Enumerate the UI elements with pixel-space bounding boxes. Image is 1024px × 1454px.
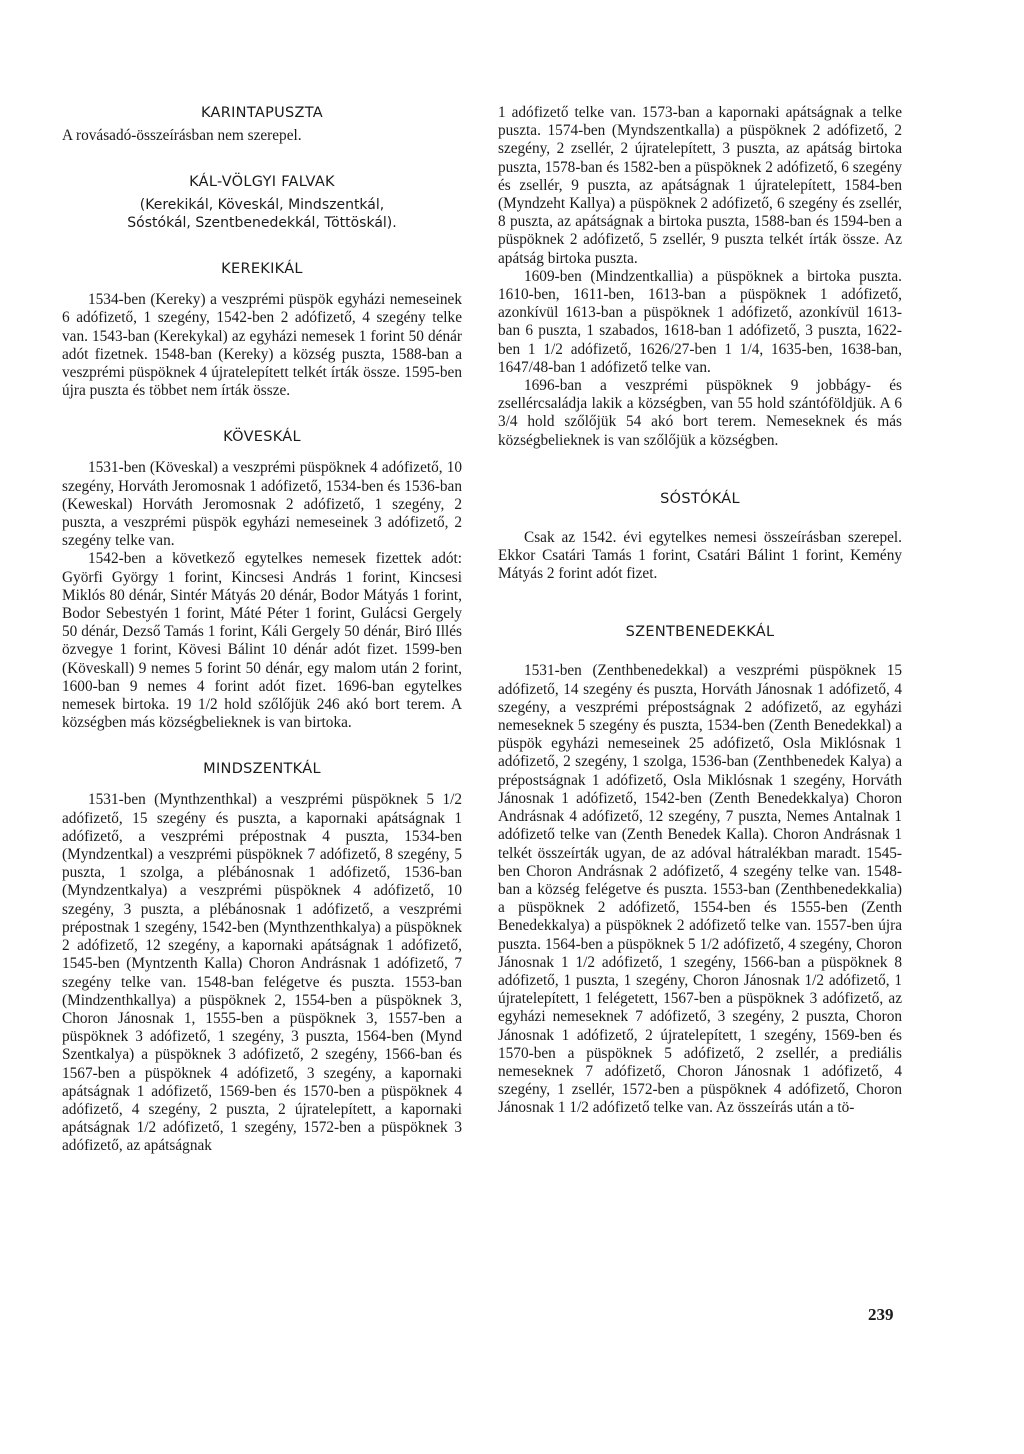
- szentbenedekkal-paragraph-1: 1531-ben (Zenthbenedekkal) a veszprémi püspöknek 15 adófizető, 14 szegény és puszta, Horváth Jánosnak 1 adófizető, 4 szegény, a veszprémi prépostságnak 2 adófizető, az egyházi nemeseknek 5 szegény és puszta, 1534-ben (Zenth Benedekkal) a püspök egyházi nemeseinek 25 adófizető, Osla Miklósnak 1 adófizető, 2 szegény, 1 szolga, 1536-ban (Zenthbenedek Kalya) a prépostságnak 1 adófizető, Osla Miklósnak 1 szegény, Horváth Jánosnak 1 adófizető, 1542-ben (Zenth Benedekkalya) Choron Andrásnak 4 adófizető, 12 szegény, 7 puszta, Nemes Antalnak 1 adófizető telke van (Zenth Benedek Kalla). Choron Andrásnak 1 telkét összeírták ugyan, de az adóval hátralékban maradt. 1545-ben Choron Andrásnak 2 adófizető, 4 szegény telke van. 1548-ban a község felégetve és puszta. 1553-ban (Zenthbenedekkalia) a püspöknek 2 adófizető, 1554-ben és 1555-ben (Zenth Benedekkalya) a püspöknek 2 adófizető telke van. 1557-ben újra puszta. 1564-ben a püspöknek 5 1/2 adófizető, 4 szegény, Choron Jánosnak 1 1/2 adófizető, 1 szegény, 1566-ban a püspöknek 8 adófizető, 1 puszta, 1 szegény, Choron Jánosnak 1/2 adófizető, 1 újratelepített, 1 felégetett, 1567-ben a püspöknek 3 adófizető, az egyházi nemeseknek 7 adófizető, 3 szegény, 2 puszta, Choron Jánosnak 1 adófizető, 2 újratelepített, 1 szegény, 1569-ben és 1570-ben a püspöknek 5 adófizető, 2 zsellér, a prediális nemeseknek 7 adófizető, Choron Jánosnak 1 adófizető, 4 szegény, 1 zsellér, 1572-ben a püspöknek 4 adófizető, Choron Jánosnak 1 1/2 adófizető telke van. Az összeírás után a tö-: [498, 662, 902, 1117]
- sostokal-paragraph-1: Csak az 1542. évi egytelkes nemesi összeírásban szerepel. Ekkor Csatári Tamás 1 forint, Csatári Bálint 1 forint, Kemény Mátyás 2 forint adót fizet.: [498, 528, 902, 583]
- mindszentkal-paragraph-3: 1696-ban a veszprémi püspöknek 9 jobbágy- és zsellércsaládja lakik a községben, van 55 hold szántóföldjük. A 6 3/4 hold szőlőjük 54 akó bort terem. Nemeseknek és más községbelieknek is van szőlőjük a községben.: [498, 377, 902, 449]
- heading-mindszentkal: MINDSZENTKÁL: [203, 761, 321, 778]
- left-column: [62, 104, 462, 1156]
- heading-karintapuszta: KARINTAPUSZTA: [200, 105, 324, 121]
- right-column: [498, 104, 902, 1118]
- koveskal-paragraph-2: 1542-ben a következő egytelkes nemesek fizettek adót: Györfi György 1 forint, Kincsesi András 1 forint, Kincsesi Miklós 80 dénár, Sintér Mátyás 20 dénár, Bodor Mátyás 1 forint, Bodor Sebestyén 1 forint, Máté Péter 1 forint, Gulácsi Gergely 50 dénár, Dezső Tamás 1 forint, Káli Gergely 50 dénár, Biró Illés özvegye 1 forint, Kövesi Bálint 10 dénár adót fizet. 1599-ben (Köveskall) 9 nemes 5 forint 50 dénár, egy malom után 2 forint, 1600-ban 9 nemes 4 forint adót fizet. 1696-ban egytelkes nemesek birtoka. 19 1/2 hold szőlőjük 246 akó bort terem. A községben más községbelieknek is van birtoka.: [62, 550, 462, 732]
- koveskal-paragraph-1: 1531-ben (Köveskal) a veszprémi püspöknek 4 adófizető, 10 szegény, Horváth Jeromosnak 1 adófizető, 1534-ben és 1536-ban (Keweskal) Horváth Jeromosnak 2 adófizető, 1 szegény, 2 puszta, a veszprémi püspök egyházi nemeseinek 3 adófizető, 2 szegény telke van.: [62, 459, 462, 550]
- kal-volgyi-subtitle-2: Sóstókál, Szentbenedekkál, Töttöskál).: [127, 215, 397, 232]
- mindszentkal-paragraph-1: 1531-ben (Mynthzenthkal) a veszprémi püspöknek 5 1/2 adófizető, 15 szegény és puszta, a kapornaki apátságnak 1 adófizető, a veszprémi prépostnak 4 puszta, 1534-ben (Myndzentkal) a veszprémi püspöknek 7 adófizető, 8 szegény, 5 puszta, 1 szolga, a plébánosnak 1 adófizető, 1536-ban (Myndzentkalya) a veszprémi püspöknek 4 adófizető, 10 szegény, 3 puszta, a plébánosnak 1 adófizető, a veszprémi prépostnak 1 szegény, 1542-ben (Mynthzenthkalya) a püspöknek 2 adófizető, 12 szegény, a kapornaki apátságnak 1 adófizető, 1545-ben (Myntzenth Kalla) Choron Andrásnak 1 adófizető, 7 szegény telke van. 1548-ban felégetve és puszta. 1553-ban (Mindzenthkallya) a püspöknek 2, 1554-ben a püspöknek 3, Choron Jánosnak 1, 1555-ben a püspöknek 3, 1557-ben a püspöknek 3 adófizető, 1 szegény, 3 puszta, 1564-ben (Mynd Szentkalya) a püspöknek 3 adófizető, 2 szegény, 1566-ban és 1567-ben a püspöknek 4 adófizető, 3 szegény, a kapornaki apátságnak 1 adófizető, 1569-ben és 1570-ben a püspöknek 4 adófizető, 4 szegény, 2 puszta, 2 újratelepített, a kapornaki apátságnak 1/2 adófizető, 1 szegény, 1572-ben a püspöknek 3 adófizető, az apátságnak: [62, 791, 462, 1155]
- page-number: 239: [868, 1305, 894, 1324]
- heading-szentbenedekkal: SZENTBENEDEKKÁL: [625, 624, 775, 641]
- mindszentkal-paragraph-1-continued: 1 adófizető telke van. 1573-ban a kapornaki apátságnak a telke puszta. 1574-ben (Myndszentkalla) a püspöknek 2 adófizető, 2 szegény, 2 zsellér, 2 újratelepített, 3 puszta, az apátság birtoka puszta, 1578-ban és 1582-ben a püspöknek 2 adófizető, 6 szegény és zsellér, 9 puszta, az apátságnak 1 újratelepített, 1584-ben (Myndzeht Kallya) a püspöknek 2 adófizető, 6 szegény és zsellér, 8 puszta, az apátságnak a birtoka puszta, 1588-ban és 1594-ben a püspöknek 2 adófizető, 5 zsellér, 9 puszta telkét írták össze. Az apátság birtoka puszta.: [498, 104, 902, 267]
- kal-volgyi-subtitle-1: (Kerekikál, Köveskál, Mindszentkál,: [139, 197, 385, 214]
- heading-sostokal: SÓSTÓKÁL: [660, 490, 740, 507]
- heading-kerekikal: KEREKIKÁL: [221, 261, 303, 278]
- heading-kal-volgyi-falvak: KÁL-VÖLGYI FALVAK: [189, 174, 335, 191]
- kerekikal-paragraph-1: 1534-ben (Kereky) a veszprémi püspök egyházi nemeseinek 6 adófizető, 1 szegény, 1542-ben 2 adófizető, 4 szegény telke van. 1543-ban (Kerekykal) az egyházi nemesek 1 forint 50 dénár adót fizetnek. 1548-ban (Kereky) a község puszta, 1588-ban a veszprémi püspöknek 4 újratelepített telkét írták össze. 1595-ben újra puszta és többet nem írták össze.: [62, 291, 462, 400]
- mindszentkal-paragraph-2: 1609-ben (Mindzentkallia) a püspöknek a birtoka puszta. 1610-ben, 1611-ben, 1613-ban a püspöknek 1 adófizető, azonkívül 1613-ban a püspöknek 1 adófizető, azonkívül 1613-ban 6 puszta, 1 szabados, 1618-ban 1 adófizető, 3 puszta, 1622-ben 1 1/2 adófizető, 1626/27-ben 1 1/4, 1635-ben, 1638-ban, 1647/48-ban 1 adófizető telke van.: [498, 267, 902, 376]
- heading-koveskal: KÖVESKÁL: [223, 429, 301, 446]
- karintapuszta-text: A rovásadó-összeírásban nem szerepel.: [62, 127, 302, 144]
